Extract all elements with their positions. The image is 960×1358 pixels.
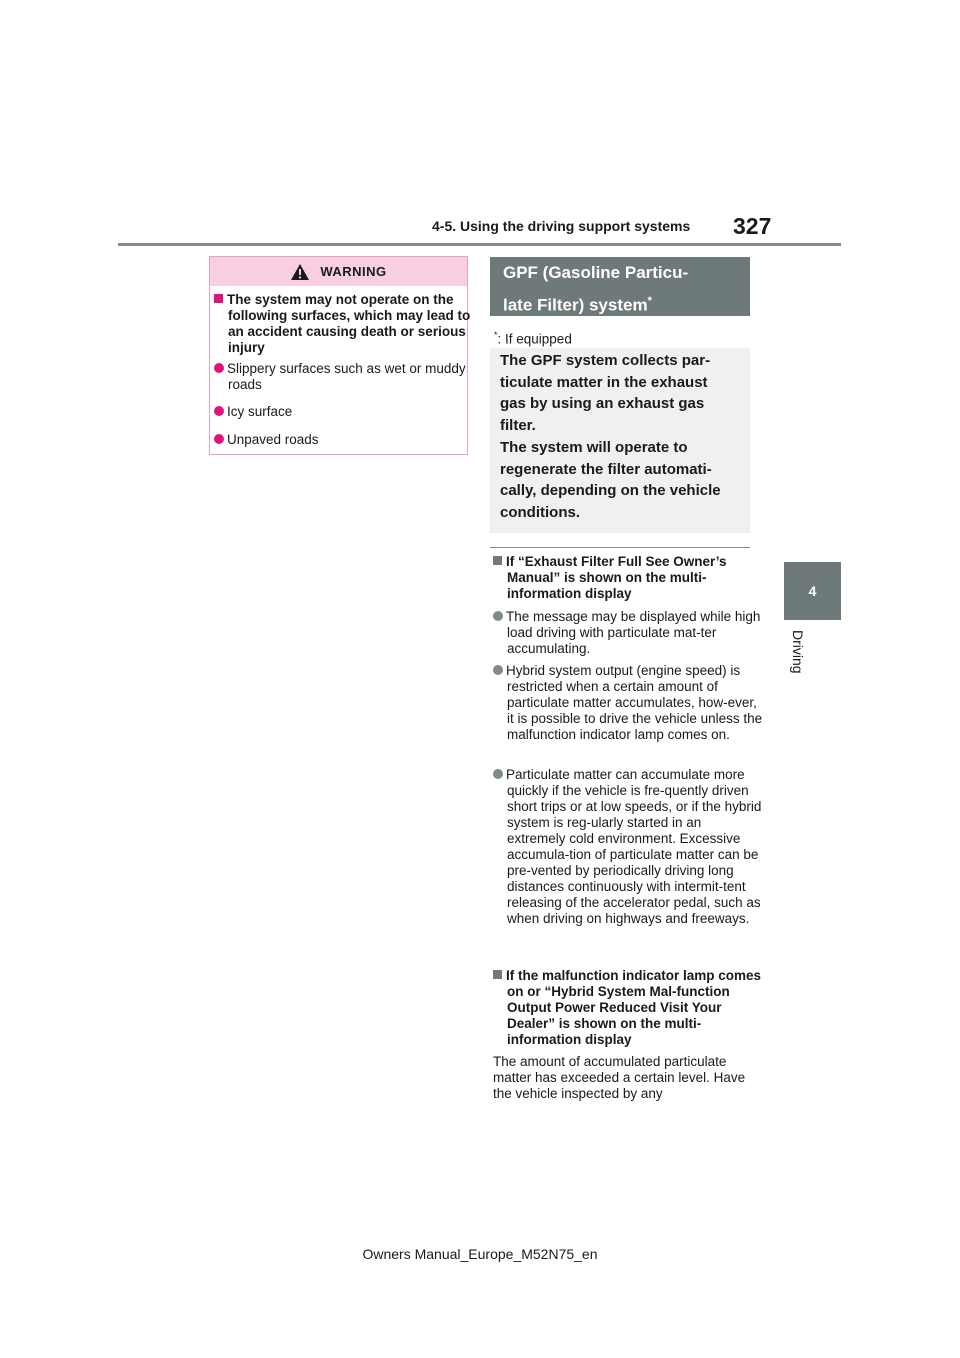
section-title: 4-5. Using the driving support systems xyxy=(432,218,691,234)
gpf-section-title: GPF (Gasoline Particu- late Filter) system* xyxy=(490,257,750,316)
list-item: The message may be displayed while high load driving with particulate mat-ter accumulating. xyxy=(493,609,763,657)
body-paragraph: The amount of accumulated particulate matter has exceeded a certain level. Have the vehicle inspected by any xyxy=(493,1054,746,1101)
list-item: Particulate matter can accumulate more quickly if the vehicle is fre-quently driven short trips or at low speeds, or if the hybrid system is reg-ularly started in an extremely cold environment. Excessive accumula-tion of particulate matter can be pre-vented by periodically driving long distances continuously with intermit-tent releasing of the accelerator pedal, such as when driving on highways and freeways. xyxy=(493,767,763,927)
asterisk-mark: * xyxy=(647,295,652,307)
gpf-summary-box: The GPF system collects par- ticulate matter in the exhaust gas by using an exhaust gas filter. The system will operate to regenerate the filter automati- cally, depending on the vehicle conditions. xyxy=(490,348,750,533)
page-number: 327 xyxy=(733,213,772,239)
subheading-exhaust-filter-full: If “Exhaust Filter Full See Owner’s Manual” is shown on the multi-information display xyxy=(493,554,763,602)
warning-item: Icy surface xyxy=(214,404,474,420)
round-bullet-icon xyxy=(214,363,224,373)
footer-text: Owners Manual_Europe_M52N75_en xyxy=(362,1246,598,1262)
square-bullet-icon xyxy=(493,556,502,565)
warning-triangle-icon xyxy=(290,263,310,281)
round-bullet-icon xyxy=(493,665,503,675)
subheading-malfunction-lamp: If the malfunction indicator lamp comes on or “Hybrid System Mal-function Output Power Reduced Visit Your Dealer” is shown on the multi-information display xyxy=(493,968,763,1048)
warning-item: Slippery surfaces such as wet or muddy roads xyxy=(214,361,474,393)
list-item: Hybrid system output (engine speed) is restricted when a certain amount of particulate matter accumulates, how-ever, it is possible to drive the vehicle unless the malfunction indicator lamp comes on. xyxy=(493,663,763,743)
footnote: *: If equipped xyxy=(494,330,572,347)
round-bullet-icon xyxy=(214,406,224,416)
header-divider xyxy=(118,243,841,246)
warning-header xyxy=(210,257,467,286)
warning-title: WARNING xyxy=(320,264,387,279)
square-bullet-icon xyxy=(214,294,223,303)
section-divider xyxy=(490,547,750,548)
warning-item: Unpaved roads xyxy=(214,432,474,448)
chapter-tab-number: 4 xyxy=(784,562,841,620)
round-bullet-icon xyxy=(493,611,503,621)
warning-lead: The system may not operate on the following surfaces, which may lead to an accident causing death or serious injury xyxy=(214,292,474,356)
square-bullet-icon xyxy=(493,970,502,979)
round-bullet-icon xyxy=(214,434,224,444)
round-bullet-icon xyxy=(493,769,503,779)
chapter-tab-label: Driving xyxy=(790,630,806,674)
